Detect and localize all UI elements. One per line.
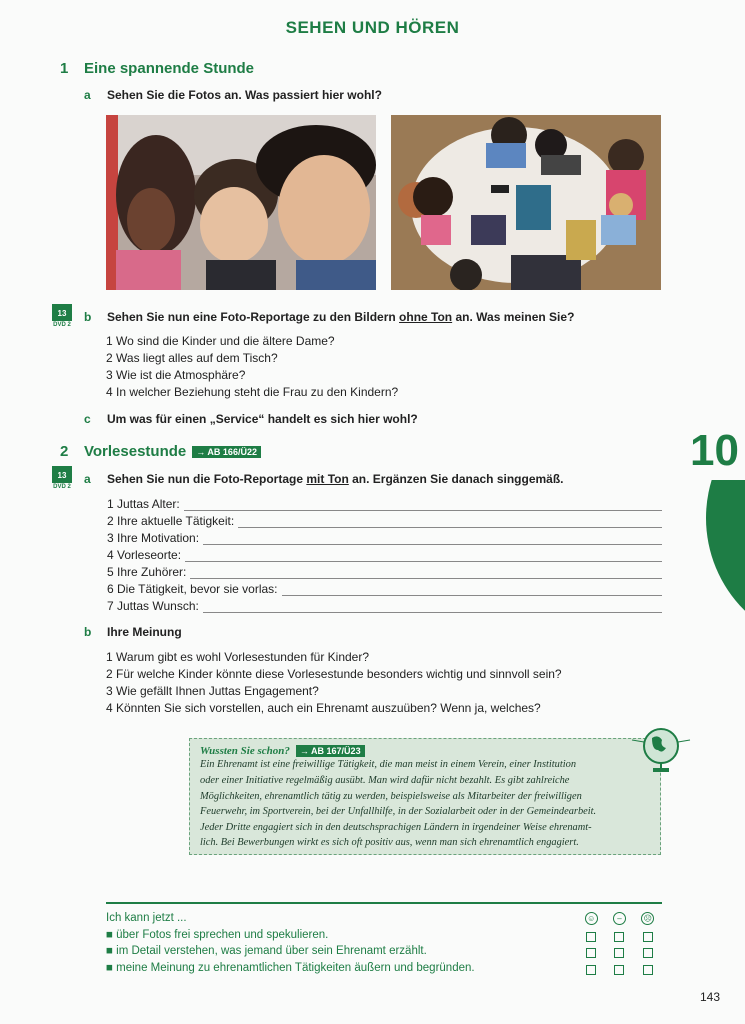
fill-row (107, 545, 662, 562)
section1-a-label: a (84, 88, 91, 102)
fill-line-input[interactable] (282, 583, 662, 596)
info-box-workbook-ref: → AB 167/Ü23 (296, 745, 365, 757)
checkbox[interactable] (614, 948, 624, 958)
list-item: 2 Was liegt alles auf dem Tisch? (106, 351, 278, 365)
dvd-icon-1 (52, 304, 72, 328)
can-do-smileys (577, 912, 662, 929)
section2-a-text-pre: Sehen Sie nun die Foto-Reportage (107, 472, 307, 486)
section2-number: 2 (60, 443, 69, 460)
section1-c-label: c (84, 412, 91, 426)
list-item: 1 Warum gibt es wohl Vorlesestunden für Kinder? (106, 650, 370, 664)
can-do-item: ■ im Detail verstehen, was jemand über sein Ehrenamt erzählt. (106, 945, 427, 957)
section2-heading-text: Vorlesestunde (84, 443, 187, 460)
checkbox[interactable] (643, 965, 653, 975)
info-line: Feuerwehr, im Sportverein, bei der Unfallhilfe, in der Sozialarbeit oder in der Gemeindearbeit. (200, 806, 597, 818)
checkbox[interactable] (643, 932, 653, 942)
section1-b-text-underlined: ohne Ton (399, 310, 453, 324)
fill-label: 1 Juttas Alter: (107, 497, 180, 511)
fill-label: 5 Ihre Zuhörer: (107, 565, 187, 579)
section1-heading: Eine spannende Stunde (84, 60, 255, 77)
fill-label: 3 Ihre Motivation: (107, 531, 200, 545)
can-do-checkboxes (577, 962, 662, 979)
page-title: SEHEN UND HÖREN (285, 18, 460, 37)
fill-line-input[interactable] (190, 566, 662, 579)
checkbox[interactable] (643, 948, 653, 958)
fill-line-input[interactable] (203, 532, 662, 545)
section2-a-label: a (84, 472, 91, 486)
list-item: 3 Wie gefällt Ihnen Juttas Engagement? (106, 684, 319, 698)
checkbox[interactable] (586, 948, 596, 958)
section1-b-text (107, 310, 574, 324)
can-do-row (106, 929, 662, 946)
info-box (189, 738, 661, 855)
dvd-track-2: 13 (52, 466, 72, 483)
fill-label: 4 Vorleseorte: (107, 548, 182, 562)
fill-row (107, 596, 662, 613)
fill-line-input[interactable] (185, 549, 662, 562)
can-do-checkboxes (577, 929, 662, 946)
section1-b-list (106, 333, 398, 401)
can-do-checkboxes (577, 945, 662, 962)
info-line: Ein Ehrenamt ist eine freiwillige Tätigkeit, die man meist in einem Verein, einer Institution (200, 759, 577, 771)
globe-icon (630, 722, 692, 774)
fill-line-input[interactable] (238, 515, 662, 528)
section2-workbook-ref: → AB 166/Ü22 (192, 446, 261, 458)
chapter-tab-number: 10 (690, 426, 739, 475)
info-line: Möglichkeiten, ehrenamtlich tätig zu werden, beispielsweise als Mitarbeiter der freiwilligen (200, 790, 582, 802)
fill-row (107, 579, 662, 596)
info-line: oder einer Initiative regelmäßig ausübt. Man wird dafür nicht bezahlt. Es gibt zahlreiche (200, 775, 570, 787)
list-item: 2 Für welche Kinder könnte diese Vorlesestunde besonders wichtig und sinnvoll sein? (106, 667, 562, 681)
section2-a-text-post: an. Ergänzen Sie danach singgemäß. (348, 472, 564, 486)
checkbox[interactable] (586, 965, 596, 975)
list-item: 3 Wie ist die Atmosphäre? (106, 368, 246, 382)
checkbox[interactable] (614, 932, 624, 942)
fill-line-input[interactable] (203, 600, 662, 613)
happy-face-icon: ☺ (585, 912, 598, 925)
section1-a-text: Sehen Sie die Fotos an. Was passiert hier wohl? (107, 88, 382, 102)
info-box-heading-text: Wussten Sie schon? (200, 745, 290, 757)
can-do-intro-row (106, 912, 662, 929)
section2-b-label: b (84, 625, 92, 639)
checkbox[interactable] (586, 932, 596, 942)
can-do-row (106, 962, 662, 979)
can-do-item: ■ meine Meinung zu ehrenamtlichen Tätigkeiten äußern und begründen. (106, 961, 475, 974)
list-item: 4 Könnten Sie sich vorstellen, auch ein Ehrenamt auszuüben? Wenn ja, welches? (106, 701, 541, 715)
list-item: 4 In welcher Beziehung steht die Frau zu den Kindern? (106, 385, 399, 399)
checkbox[interactable] (614, 965, 624, 975)
can-do-intro: Ich kann jetzt ... (106, 912, 187, 924)
dvd-track-1: 13 (52, 304, 72, 321)
photo-children-portrait (106, 115, 376, 290)
section1-b-text-post: an. Was meinen Sie? (452, 310, 575, 324)
section2-a-text-underlined: mit Ton (306, 472, 349, 486)
fill-row (107, 528, 662, 545)
section2-b-list (106, 649, 562, 717)
fill-label: 2 Ihre aktuelle Tätigkeit: (107, 514, 235, 528)
fill-row (107, 511, 662, 528)
dvd-label-2: DVD 2 (53, 484, 71, 490)
section1-b-text-pre: Sehen Sie nun eine Foto-Reportage zu den Bildern (107, 310, 400, 324)
section2-b-text: Ihre Meinung (107, 625, 182, 639)
fill-line-input[interactable] (184, 498, 662, 511)
can-do-box (106, 902, 662, 978)
section1-c-text: Um was für einen „Service“ handelt es sich hier wohl? (107, 412, 418, 426)
section1-number: 1 (60, 60, 69, 77)
fill-label: 7 Juttas Wunsch: (107, 599, 199, 613)
fill-row (107, 562, 662, 579)
section1-b-label: b (84, 310, 92, 324)
info-box-heading (200, 745, 650, 757)
page-number: 143 (700, 990, 721, 1004)
info-line: Jeder Dritte engagiert sich in den deutschsprachigen Ländern in irgendeiner Weise ehrenamt- (200, 821, 592, 833)
neutral-face-icon: – (613, 912, 626, 925)
section2-heading (84, 443, 261, 460)
dvd-label-1: DVD 2 (53, 322, 71, 328)
fill-label: 6 Die Tätigkeit, bevor sie vorlas: (107, 582, 278, 596)
sad-face-icon: ☹ (641, 912, 654, 925)
can-do-item: ■ über Fotos frei sprechen und spekulieren. (106, 928, 329, 941)
list-item: 1 Wo sind die Kinder und die ältere Dame? (106, 334, 335, 348)
dvd-icon-2 (52, 466, 72, 490)
fill-row (107, 494, 662, 511)
photo-reading-table (391, 115, 661, 290)
info-box-body (200, 757, 650, 851)
can-do-row (106, 945, 662, 962)
section2-a-text (107, 472, 564, 486)
info-line: lich. Bei Bewerbungen wirkt es sich oft positiv aus, wenn man sich ehrenamtlich engagiert. (200, 837, 579, 849)
